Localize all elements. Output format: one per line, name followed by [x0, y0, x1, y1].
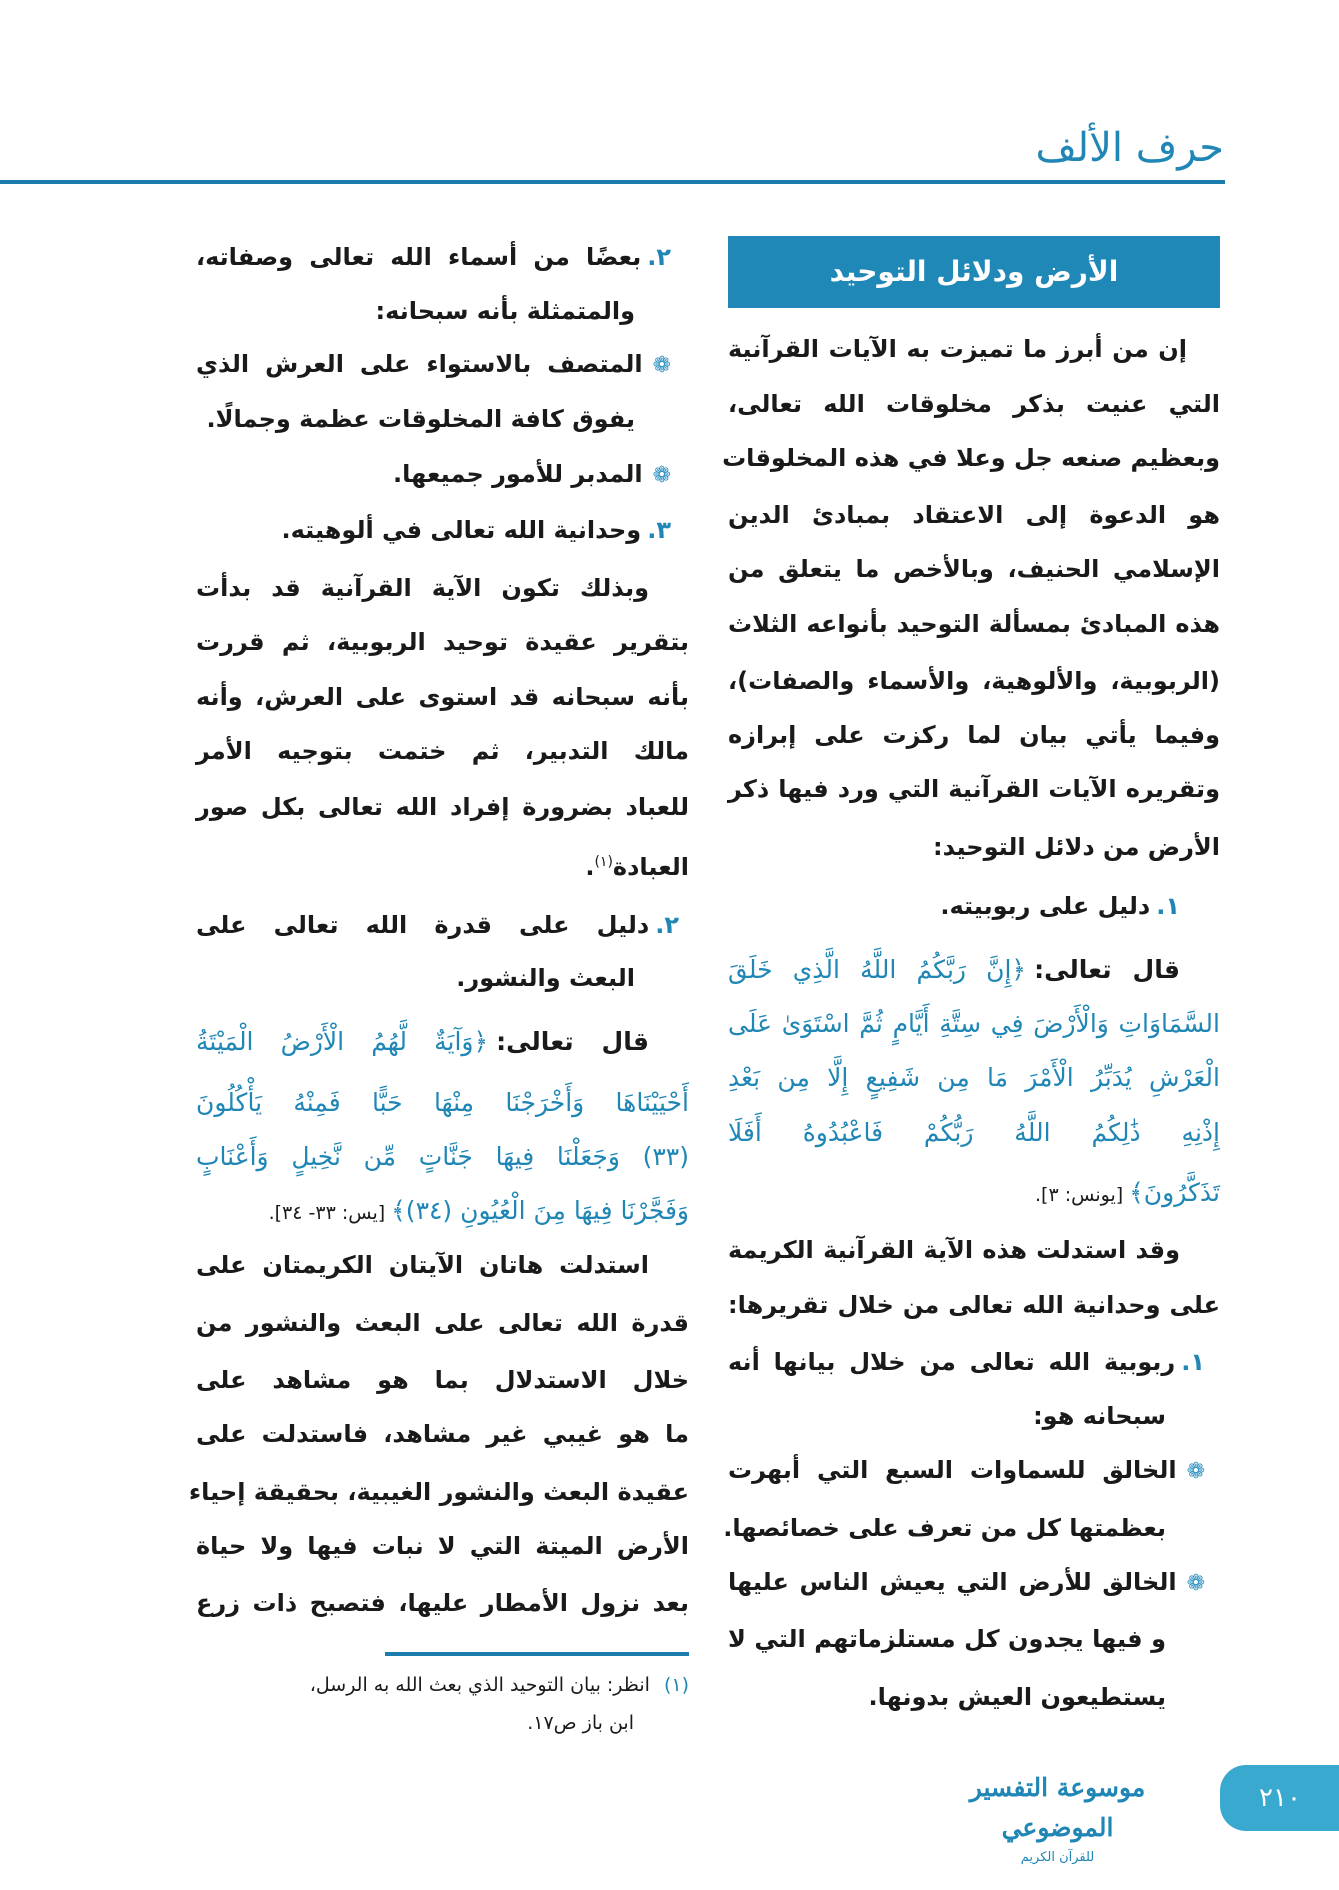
text-line: [728, 819, 1220, 875]
line-text: يستطيعون العيش بدونها.: [868, 1683, 1166, 1711]
line-text: هو الدعوة إلى الاعتقاد بمبادئ الدين: [728, 501, 1220, 529]
text-line: [196, 1295, 689, 1351]
line-text: أَحْيَيْنَاهَا وَأَخْرَجْنَا مِنْهَا حَبًّا فَمِنْهُ يَأْكُلُونَ: [196, 1088, 689, 1117]
footnote-line: [196, 1705, 689, 1741]
text-line: [196, 446, 689, 502]
list-number: ٢.: [655, 911, 679, 939]
line-text: ﴿إِنَّ رَبَّكُمُ اللَّهُ الَّذِي خَلَقَ: [728, 955, 1027, 984]
flower-bullet-icon: ❁: [1186, 1459, 1205, 1484]
quran-verse-line: [196, 1075, 689, 1131]
line-text: سبحانه هو:: [1033, 1402, 1166, 1430]
line-text: الإسلامي الحنيف، وبالأخص ما يتعلق من: [728, 555, 1220, 583]
left-column: [188, 0, 689, 1890]
encyclopedia-logo: [935, 1768, 1180, 1865]
text-line: [196, 336, 689, 392]
flower-bullet-icon: ❁: [1186, 1571, 1205, 1596]
verse-intro: قال تعالى:: [496, 1027, 649, 1056]
line-text: خلال الاستدلال بما هو مشاهد على: [196, 1366, 689, 1394]
line-text: و فيها يجدون كل مستلزماتهم التي لا: [728, 1625, 1166, 1653]
line-text: الخالق للسماوات السبع التي أبهرت: [728, 1456, 1177, 1484]
text-line: [728, 1222, 1220, 1278]
text-line: [196, 1352, 689, 1408]
text-line: [196, 1518, 689, 1574]
line-text: وبعظيم صنعه جل وعلا في هذه المخلوقات: [722, 444, 1220, 472]
text-line: [722, 430, 1220, 486]
line-text: عقيدة البعث والنشور الغيبية، بحقيقة إحياء: [188, 1478, 689, 1506]
text-line: [728, 878, 1220, 934]
line-text: إِذْنِهِ ذَٰلِكُمُ اللَّهُ رَبُّكُمْ فَاعْبُدُوهُ أَفَلَا: [728, 1118, 1220, 1147]
text-line: [728, 1277, 1220, 1333]
line-text: الْعَرْشِ يُدَبِّرُ الْأَمْرَ مَا مِن شَفِيعٍ إِلَّا مِن بَعْدِ: [728, 1063, 1220, 1092]
logo-title: موسوعة التفسير الموضوعي: [969, 1773, 1146, 1842]
page-number: ٢١٠: [1220, 1765, 1339, 1831]
line-tail: .: [585, 853, 595, 881]
quran-verse-line: [728, 1050, 1220, 1106]
line-text: وَفَجَّرْنَا فِيهَا مِنَ الْعُيُونِ (٣٤)﴾: [391, 1196, 689, 1225]
footnote-line: [196, 1667, 689, 1703]
text-line: [723, 1500, 1220, 1556]
list-number: ٣.: [647, 516, 671, 544]
line-text: دليل على ربوبيته.: [940, 892, 1151, 920]
list-number: ٢.: [647, 243, 671, 271]
flower-bullet-icon: ❁: [652, 463, 671, 488]
text-line: [196, 614, 689, 670]
line-text: استدلت هاتان الآيتان الكريمتان على: [196, 1251, 649, 1279]
line-text: إن من أبرز ما تميزت به الآيات القرآنية: [728, 335, 1187, 363]
line-text: للعباد بضرورة إفراد الله تعالى بكل صور: [196, 793, 689, 821]
line-text: الخالق للأرض التي يعيش الناس عليها: [728, 1568, 1177, 1596]
right-column: [722, 0, 1220, 1890]
text-line: [728, 376, 1220, 432]
quran-verse-line: [728, 1105, 1220, 1161]
line-text: العبادة: [612, 853, 689, 881]
list-number: ١.: [1181, 1348, 1205, 1376]
footnote-text: ابن باز ص١٧.: [527, 1712, 634, 1734]
line-text: يفوق كافة المخلوقات عظمة وجمالًا.: [206, 405, 635, 433]
line-text: البعث والنشور.: [456, 964, 635, 992]
quran-verse-line: [728, 942, 1220, 998]
list-number: ١.: [1156, 892, 1180, 920]
verse-citation: [يس: ٣٣- ٣٤].: [268, 1202, 386, 1224]
line-text: (٣٣) وَجَعَلْنَا فِيهَا جَنَّاتٍ مِّن نَّخِيلٍ وَأَعْنَابٍ: [196, 1142, 689, 1171]
text-line: [196, 1575, 689, 1631]
line-text: التي عنيت بذكر مخلوقات الله تعالى،: [728, 390, 1220, 418]
text-line: [728, 1442, 1220, 1498]
text-line: [728, 707, 1220, 763]
line-text: وحدانية الله تعالى في ألوهيته.: [281, 516, 642, 544]
quran-verse-line: [728, 1165, 1220, 1221]
text-line: [196, 950, 689, 1006]
text-line: [188, 1464, 689, 1520]
line-text: قدرة الله تعالى على البعث والنشور من: [196, 1309, 689, 1337]
verse-intro: قال تعالى:: [1034, 955, 1181, 984]
line-text: على وحدانية الله تعالى من خلال تقريرها:: [728, 1291, 1220, 1319]
text-line: [196, 834, 689, 890]
quran-verse-line: [196, 1014, 689, 1070]
text-line: [196, 1237, 689, 1293]
line-text: هذه المبادئ بمسألة التوحيد بأنواعه الثلاث: [728, 610, 1220, 638]
text-line: [196, 283, 689, 339]
line-text: ربوبية الله تعالى من خلال بيانها أنه: [728, 1348, 1176, 1376]
line-text: بعد نزول الأمطار عليها، فتصبح ذات زرع: [196, 1589, 689, 1617]
line-text: ﴿وَآيَةٌ لَّهُمُ الْأَرْضُ الْمَيْتَةُ: [196, 1027, 489, 1056]
text-line: [196, 1406, 689, 1462]
text-line: [196, 779, 689, 835]
line-text: ما هو غيبي غير مشاهد، فاستدلت على: [196, 1420, 689, 1448]
line-text: وتقريره الآيات القرآنية التي ورد فيها ذكر: [728, 775, 1220, 803]
logo-subtitle: للقرآن الكريم: [1020, 1850, 1095, 1865]
text-line: [728, 1334, 1220, 1390]
text-line: [728, 321, 1220, 377]
footnote-reference[interactable]: (١): [594, 854, 613, 870]
text-line: [728, 596, 1220, 652]
footnote-marker: (١): [663, 1674, 689, 1696]
quran-verse-line: [196, 1129, 689, 1185]
text-line: [728, 1669, 1220, 1725]
line-text: وبذلك تكون الآية القرآنية قد بدأت: [196, 574, 649, 602]
article-heading: الأرض ودلائل التوحيد: [728, 236, 1220, 308]
footnote-divider: [385, 1652, 689, 1656]
line-text: بتقرير عقيدة توحيد الربوبية، ثم قررت: [196, 628, 689, 656]
flower-bullet-icon: ❁: [652, 353, 671, 378]
verse-citation: [يونس: ٣].: [1035, 1184, 1124, 1206]
text-line: [196, 391, 689, 447]
text-line: [196, 560, 689, 616]
line-text: المتصف بالاستواء على العرش الذي: [196, 350, 643, 378]
line-text: مالك التدبير، ثم ختمت بتوجيه الأمر: [196, 737, 689, 765]
text-line: [196, 723, 689, 779]
line-text: المدبر للأمور جميعها.: [393, 460, 643, 488]
line-text: السَّمَاوَاتِ وَالْأَرْضَ فِي سِتَّةِ أَيَّامٍ ثُمَّ اسْتَوَىٰ عَلَى: [728, 1009, 1220, 1038]
quran-verse-line: [728, 996, 1220, 1052]
line-text: بعضًا من أسماء الله تعالى وصفاته،: [196, 243, 642, 271]
text-line: [728, 1388, 1220, 1444]
line-text: وفيما يأتي بيان لما ركزت على إبرازه: [728, 721, 1220, 749]
text-line: [728, 653, 1220, 709]
line-text: (الربوبية، والألوهية، والأسماء والصفات)،: [728, 667, 1220, 695]
text-line: [196, 669, 689, 725]
line-text: تَذَكَّرُونَ﴾: [1129, 1178, 1220, 1207]
footnote-text: انظر: بيان التوحيد الذي بعث الله به الرسل،: [309, 1674, 650, 1696]
text-line: [728, 487, 1220, 543]
text-line: [196, 502, 689, 558]
line-text: وقد استدلت هذه الآية القرآنية الكريمة: [728, 1236, 1180, 1264]
text-line: [728, 1611, 1220, 1667]
line-text: والمتمثلة بأنه سبحانه:: [375, 297, 635, 325]
text-line: [728, 1554, 1220, 1610]
line-text: الأرض من دلائل التوحيد:: [933, 833, 1220, 861]
text-line: [728, 541, 1220, 597]
text-line: [196, 229, 689, 285]
text-line: [728, 761, 1220, 817]
section-title: حرف الألف: [1035, 125, 1224, 171]
line-text: بأنه سبحانه قد استوى على العرش، وأنه: [196, 683, 689, 711]
quran-verse-line: [196, 1183, 689, 1239]
text-line: [196, 897, 689, 953]
line-text: الأرض الميتة التي لا نبات فيها ولا حياة: [196, 1532, 689, 1560]
line-text: بعظمتها كل من تعرف على خصائصها.: [723, 1514, 1166, 1542]
line-text: دليل على قدرة الله تعالى على: [196, 911, 650, 939]
